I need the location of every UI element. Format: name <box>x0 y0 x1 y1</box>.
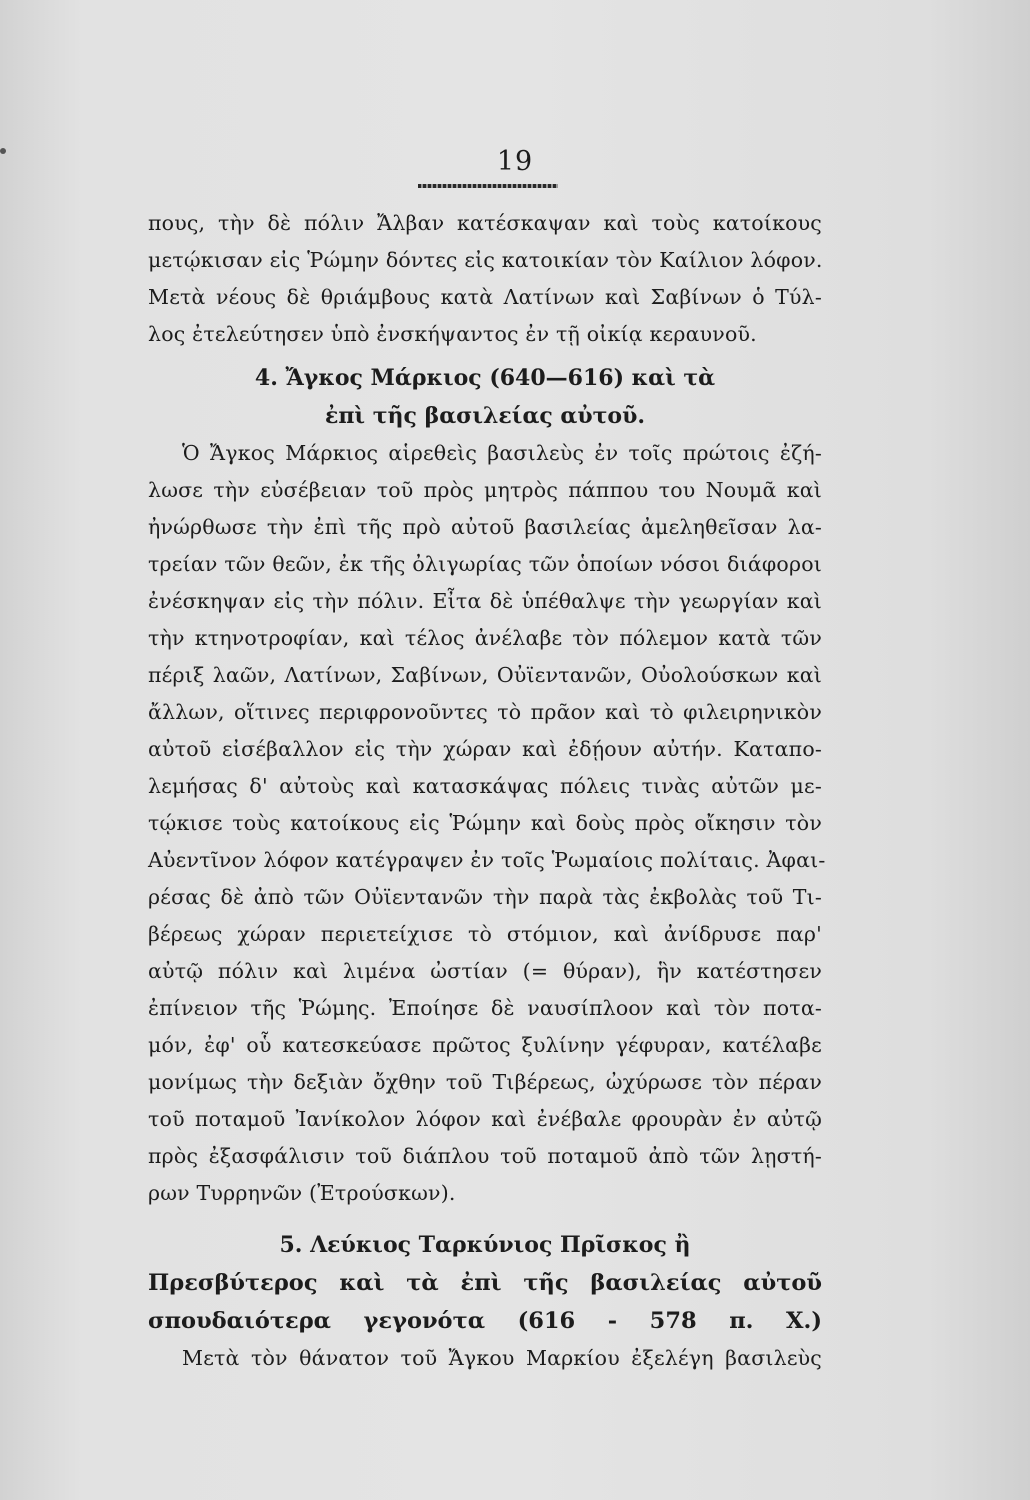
text-line: μόν, ἐφ' οὗ κατεσκεύασε πρῶτος ξυλίνην γέφυραν, κατέλαβε <box>148 1033 822 1057</box>
section-heading-5 <box>148 1226 822 1340</box>
text-line: τὴν κτηνοτροφίαν, καὶ τέλος ἀνέλαβε τὸν πόλεμον κατὰ τῶν <box>148 626 822 650</box>
text-line: ἄλλων, οἵτινες περιφρονοῦντες τὸ πρᾶον καὶ τὸ φιλειρηνικὸν <box>148 700 822 724</box>
text-line: πέριξ λαῶν, Λατίνων, Σαβίνων, Οὐϊεντανῶν, Οὐολούσκων καὶ <box>148 663 822 687</box>
text-line: Μετὰ τὸν θάνατον τοῦ Ἄγκου Μαρκίου ἐξελέγη βασιλεὺς <box>182 1346 822 1370</box>
text-line: Μετὰ νέους δὲ θριάμβους κατὰ Λατίνων καὶ Σαβίνων ὁ Τύλ- <box>148 285 822 309</box>
text-line: ἐνέσκηψαν εἰς τὴν πόλιν. Εἶτα δὲ ὑπέθαλψε τὴν γεωργίαν καὶ <box>148 589 822 613</box>
text-line: βέρεως χώραν περιετείχισε τὸ στόμιον, καὶ ἀνίδρυσε παρ' <box>148 922 822 946</box>
text-line: τρείαν τῶν θεῶν, ἐκ τῆς ὀλιγωρίας τῶν ὁποίων νόσοι διάφοροι <box>148 552 822 576</box>
text-line: ἐπίνειον τῆς Ῥώμης. Ἐποίησε δὲ ναυσίπλοον καὶ τὸν ποτα- <box>148 996 822 1020</box>
text-line: μονίμως τὴν δεξιὰν ὄχθην τοῦ Τιβέρεως, ὠχύρωσε τὸν πέραν <box>148 1070 822 1094</box>
text-line: πους, τὴν δὲ πόλιν Ἄλβαν κατέσκαψαν καὶ τοὺς κατοίκους <box>148 211 822 235</box>
heading-line: 4. Ἄγκος Μάρκιος (640—616) καὶ τὰ <box>254 365 716 391</box>
text-line: Ὁ Ἄγκος Μάρκιος αἱρεθεὶς βασιλεὺς ἐν τοῖς πρώτοις ἐζή- <box>182 441 822 465</box>
text-line: τοῦ ποταμοῦ Ἰανίκολον λόφον καὶ ἐνέβαλε φρουρὰν ἐν αὐτῷ <box>148 1107 822 1131</box>
heading-line: ἐπὶ τῆς βασιλείας αὐτοῦ. <box>324 403 646 429</box>
paragraph-tullus-end <box>148 205 822 353</box>
text-line: ρων Τυρρηνῶν (Ἐτρούσκων). <box>148 1181 456 1205</box>
text-line: πρὸς ἐξασφάλισιν τοῦ διάπλου τοῦ ποταμοῦ ἀπὸ τῶν λῃστή- <box>148 1144 822 1168</box>
text-line: μετῴκισαν εἰς Ῥώμην δόντες εἰς κατοικίαν τὸν Καίλιον λόφον. <box>148 248 823 272</box>
heading-line: Πρεσβύτερος καὶ τὰ ἐπὶ τῆς βασιλείας αὐτοῦ <box>148 1270 822 1296</box>
paragraph-ancus-marcius <box>148 435 826 1212</box>
text-line: λεμήσας δ' αὐτοὺς καὶ κατασκάψας πόλεις τινὰς αὐτῶν με- <box>148 774 822 798</box>
text-column <box>148 205 826 1377</box>
text-line: ρέσας δὲ ἀπὸ τῶν Οὐϊεντανῶν τὴν παρὰ τὰς ἐκβολὰς τοῦ Τι- <box>148 885 822 909</box>
text-line: τῴκισε τοὺς κατοίκους εἰς Ῥώμην καὶ δοὺς πρὸς οἴκησιν τὸν <box>148 811 822 835</box>
paragraph-tarquinius <box>148 1340 822 1377</box>
heading-line: 5. Λεύκιος Ταρκύνιος Πρῖσκος ἢ <box>279 1232 691 1258</box>
heading-line: σπουδαιότερα γεγονότα (616 - 578 π. Χ.) <box>148 1308 822 1334</box>
text-line: αὐτοῦ εἰσέβαλλον εἰς τὴν χώραν καὶ ἐδῄουν αὐτήν. Καταπο- <box>148 737 822 761</box>
text-line: λωσε τὴν εὐσέβειαν τοῦ πρὸς μητρὸς πάππου του Νουμᾶ καὶ <box>148 478 822 502</box>
text-line: ἠνώρθωσε τὴν ἐπὶ τῆς πρὸ αὐτοῦ βασιλείας ἀμεληθεῖσαν λα- <box>148 515 822 539</box>
page-number: 19 <box>496 146 534 177</box>
header-ornament-rule <box>418 184 558 188</box>
text-line: Αὐεντῖνον λόφον κατέγραψεν ἐν τοῖς Ῥωμαίοις πολίταις. Ἀφαι- <box>148 848 826 872</box>
section-heading-4 <box>148 359 822 435</box>
text-line: λος ἐτελεύτησεν ὑπὸ ἐνσκήψαντος ἐν τῇ οἰκίᾳ κεραυνοῦ. <box>148 322 757 346</box>
text-line: αὐτῷ πόλιν καὶ λιμένα ὠστίαν (= θύραν), ἣν κατέστησεν <box>148 959 822 983</box>
